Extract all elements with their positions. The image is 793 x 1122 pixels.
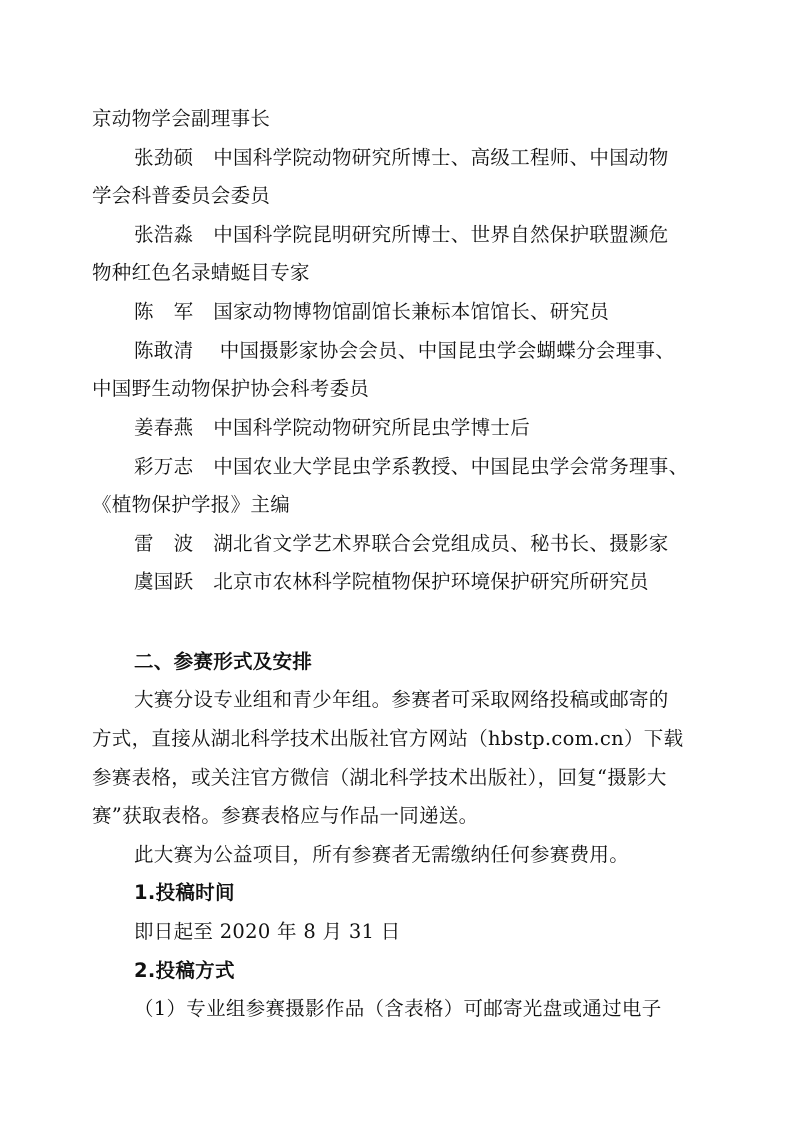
member-line: 物种红色名录蜻蜓目专家 <box>92 261 310 284</box>
paragraph-line: 方式，直接从湖北科学技术出版社官方网站（hbstp.com.cn）下载 <box>92 727 684 750</box>
subsection-heading: 2.投稿方式 <box>134 959 235 982</box>
member-line: 张浩淼 中国科学院昆明研究所博士、世界自然保护联盟濒危 <box>134 223 669 246</box>
member-line: 张劲硕 中国科学院动物研究所博士、高级工程师、中国动物 <box>134 146 669 169</box>
subsection-heading: 1.投稿时间 <box>134 881 235 904</box>
paragraph-line: 赛”获取表格。参赛表格应与作品一同递送。 <box>92 804 479 827</box>
member-line: 中国野生动物保护协会科考委员 <box>92 377 370 400</box>
section-heading: 二、参赛形式及安排 <box>134 650 313 673</box>
paragraph-line: 即日起至 2020 年 8 月 31 日 <box>134 920 401 943</box>
member-line: 姜春燕 中国科学院动物研究所昆虫学博士后 <box>134 416 531 439</box>
member-line: 京动物学会副理事长 <box>92 107 271 130</box>
member-line: 《植物保护学报》主编 <box>92 493 291 516</box>
member-line: 学会科普委员会委员 <box>92 184 271 207</box>
paragraph-line: 此大赛为公益项目，所有参赛者无需缴纳任何参赛费用。 <box>134 843 630 866</box>
paragraph-line: （1）专业组参赛摄影作品（含表格）可邮寄光盘或通过电子 <box>134 997 662 1020</box>
paragraph-line: 大赛分设专业组和青少年组。参赛者可采取网络投稿或邮寄的 <box>134 688 669 711</box>
member-line: 彩万志 中国农业大学昆虫学系教授、中国昆虫学会常务理事、 <box>134 455 689 478</box>
member-line: 雷 波 湖北省文学艺术界联合会党组成员、秘书长、摄影家 <box>134 532 669 555</box>
member-line: 陈 军 国家动物博物馆副馆长兼标本馆馆长、研究员 <box>134 300 610 323</box>
member-line: 虞国跃 北京市农林科学院植物保护环境保护研究所研究员 <box>134 570 649 593</box>
member-line: 陈敢清 中国摄影家协会会员、中国昆虫学会蝴蝶分会理事、 <box>134 339 676 362</box>
paragraph-line: 参赛表格，或关注官方微信（湖北科学技术出版社），回复“摄影大 <box>92 766 667 789</box>
